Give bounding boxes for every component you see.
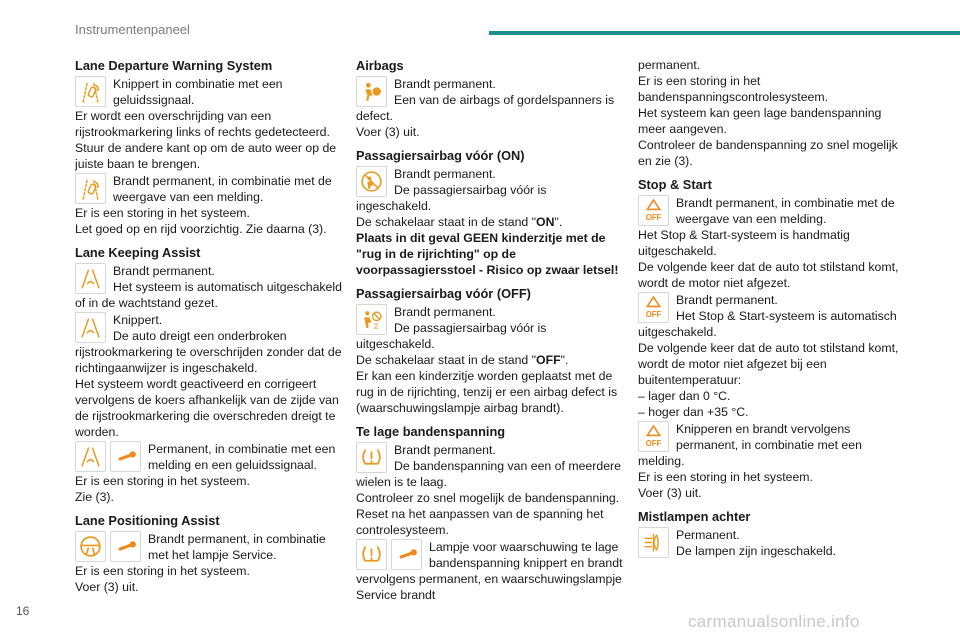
switch-state: OFF [536,353,561,367]
indicator-icons [75,531,145,562]
paragraph: De volgende keer dat de auto tot stilstand komt, wordt de motor niet afgezet. [638,260,899,290]
paragraph: Er is een storing in het systeem. [75,474,250,488]
indicator-text: De auto dreigt een onderbroken rijstrookmarkering te overschrijden zonder dat de richtingaanwijzer is ingeschakeld. [75,329,342,375]
indicator-icons [75,441,145,472]
service-wrench-icon [391,539,422,570]
indicator-text: Brandt permanent. [394,167,496,181]
stop-start-off-icon [638,195,669,226]
indicator-icons [356,442,391,473]
indicator-text: Knippert. [113,313,163,327]
paragraph: Controleer de bandenspanning zo snel mogelijk en zie (3). [638,138,898,168]
indicator-row [75,441,345,473]
indicator-row [638,421,906,469]
passenger-airbag-off-icon [356,304,387,335]
indicator-text: Permanent. [676,528,740,542]
indicator-row [356,166,624,214]
lane-departure-icon [75,173,106,204]
section-title-stop-start: Stop & Start [638,177,712,192]
indicator-row [75,173,345,205]
indicator-icons [356,539,426,570]
indicator-row [75,312,345,376]
off-label: OFF [645,212,662,222]
tyre-pressure-icon [356,442,387,473]
tyre-pressure-icon [356,539,387,570]
paragraph: Zie (3). [75,490,114,504]
paragraph: De volgende keer dat de auto tot stilstand komt, wordt de motor niet afgezet bij een buitentemperatuur: [638,341,899,387]
rear-fog-light-icon [638,527,669,558]
service-wrench-icon [110,441,141,472]
lane-keeping-icon [75,441,106,472]
indicator-text: De passagiersairbag vóór is uitgeschakeld. [356,321,547,351]
paragraph: Er is een storing in het systeem. [75,564,250,578]
text-run: De schakelaar staat in de stand " [356,215,537,229]
section-title-lka: Lane Keeping Assist [75,245,201,260]
watermark: carmanualsonline.info [688,612,860,631]
paragraph: Controleer zo snel mogelijk de bandenspanning. [356,491,620,505]
indicator-icons [356,76,391,107]
off-label: OFF [645,309,662,319]
indicator-row [75,531,345,563]
indicator-text: Een van de airbags of gordelspanners is defect. [356,93,615,123]
paragraph: Let goed op en rijd voorzichtig. Zie daarna (3). [75,222,327,236]
svg-text:2: 2 [373,320,379,331]
indicator-icons [638,292,673,323]
indicator-row [356,442,624,490]
page-number: 16 [16,604,30,618]
indicator-text: De lampen zijn ingeschakeld. [676,544,836,558]
section-title-lpa: Lane Positioning Assist [75,513,220,528]
indicator-text: Lampje voor waarschuwing te lage bandenspanning knippert en brandt vervolgens permanent, en waarschuwingslampje Service brandt [356,540,623,602]
section-title-airbags: Airbags [356,58,404,73]
indicator-text: De passagiersairbag vóór is ingeschakeld. [356,183,547,213]
lane-keeping-icon [75,263,106,294]
indicator-row [638,195,906,227]
text-run: De schakelaar staat in de stand " [356,353,537,367]
indicator-text: Brandt permanent, in combinatie met de weergave van een melding. [676,196,895,226]
paragraph: Voer (3) uit. [75,580,139,594]
section-title-ldws: Lane Departure Warning System [75,58,273,73]
paragraph: Het systeem wordt geactiveerd en corrigeert vervolgens de koers afhankelijk van de zijde van de rijstrookmarkering die overschreden dreigt te worden. [75,377,339,439]
paragraph: Er is een storing in het systeem. [638,470,813,484]
steering-wheel-icon [75,531,106,562]
indicator-text: De bandenspanning van een of meerdere wielen is te laag. [356,459,621,489]
indicator-text: Het systeem is automatisch uitgeschakeld of in de wachtstand gezet. [75,280,342,310]
stop-start-off-icon [638,292,669,323]
indicator-icons [75,173,110,204]
list-item: – hoger dan +35 °C. [638,405,749,419]
paragraph: Er is een storing in het bandenspanningscontrolesysteem. [638,74,829,104]
column-2 [356,57,624,603]
service-wrench-icon [110,531,141,562]
paragraph: Er is een storing in het systeem. [75,206,250,220]
section-title-pab-on: Passagiersairbag vóór (ON) [356,148,525,163]
indicator-text: Knippert in combinatie met een geluidssignaal. [113,77,283,107]
indicator-row [356,76,624,124]
paragraph: Voer (3) uit. [356,125,420,139]
indicator-text: Brandt permanent, in combinatie met de weergave van een melding. [113,174,332,204]
list-item: – lager dan 0 °C. [638,389,731,403]
indicator-text: Brandt permanent. [676,293,778,307]
paragraph: Het systeem kan geen lage bandenspanning meer aangeven. [638,106,882,136]
switch-state: ON [536,215,555,229]
indicator-icons [638,527,673,558]
indicator-icons [356,166,391,197]
paragraph: Voer (3) uit. [638,486,702,500]
indicator-icons [75,263,110,294]
indicator-row [638,292,906,340]
indicator-text: Brandt permanent. [113,264,215,278]
indicator-icons [356,304,391,335]
column-1 [75,57,345,595]
section-title-tyre: Te lage bandenspanning [356,424,506,439]
lane-keeping-icon [75,312,106,343]
text-run: ". [554,215,563,229]
stop-start-off-icon [638,421,669,452]
indicator-text: Brandt permanent. [394,305,496,319]
indicator-row [356,304,624,352]
paragraph: Reset na het aanpassen van de spanning het controlesysteem. [356,507,604,537]
indicator-row [75,263,345,311]
paragraph [356,352,624,368]
warning-text: Plaats in dit geval GEEN kinderzitje met de "rug in de rijrichting" op de voorpassagiersstoel - Risico op zwaar letsel! [356,231,619,277]
indicator-row [75,76,345,108]
paragraph: Er kan een kinderzitje worden geplaatst met de rug in de rijrichting, tenzij er een airbag defect is (waarschuwingslampje airbag brandt). [356,369,618,415]
section-title-fog: Mistlampen achter [638,509,751,524]
paragraph: permanent. [638,58,701,72]
indicator-icons [75,76,110,107]
paragraph: Er wordt een overschrijding van een rijstrookmarkering links of rechts gedetecteerd. Stuur de andere kant op om de auto weer op de juiste baan te brengen. [75,109,337,171]
indicator-row [356,539,624,603]
indicator-icons [75,312,110,343]
text-run: ". [560,353,569,367]
passenger-airbag-on-icon [356,166,387,197]
indicator-text: Permanent, in combinatie met een melding en een geluidssignaal. [148,442,336,472]
indicator-text: Brandt permanent. [394,77,496,91]
header-bar [489,31,960,35]
paragraph: Het Stop & Start-systeem is handmatig uitgeschakeld. [638,228,850,258]
header-title: Instrumentenpaneel [75,22,190,37]
off-label: OFF [645,438,662,448]
indicator-text: Het Stop & Start-systeem is automatisch uitgeschakeld. [638,309,897,339]
paragraph [356,214,624,230]
column-3 [638,57,906,559]
indicator-icons [638,195,673,226]
lane-departure-icon [75,76,106,107]
indicator-row [638,527,906,559]
indicator-icons [638,421,673,452]
indicator-text: Knipperen en brandt vervolgens permanent, in combinatie met een melding. [638,422,862,468]
airbag-icon [356,76,387,107]
section-title-pab-off: Passagiersairbag vóór (OFF) [356,286,531,301]
indicator-text: Brandt permanent. [394,443,496,457]
indicator-text: Brandt permanent, in combinatie met het lampje Service. [148,532,326,562]
